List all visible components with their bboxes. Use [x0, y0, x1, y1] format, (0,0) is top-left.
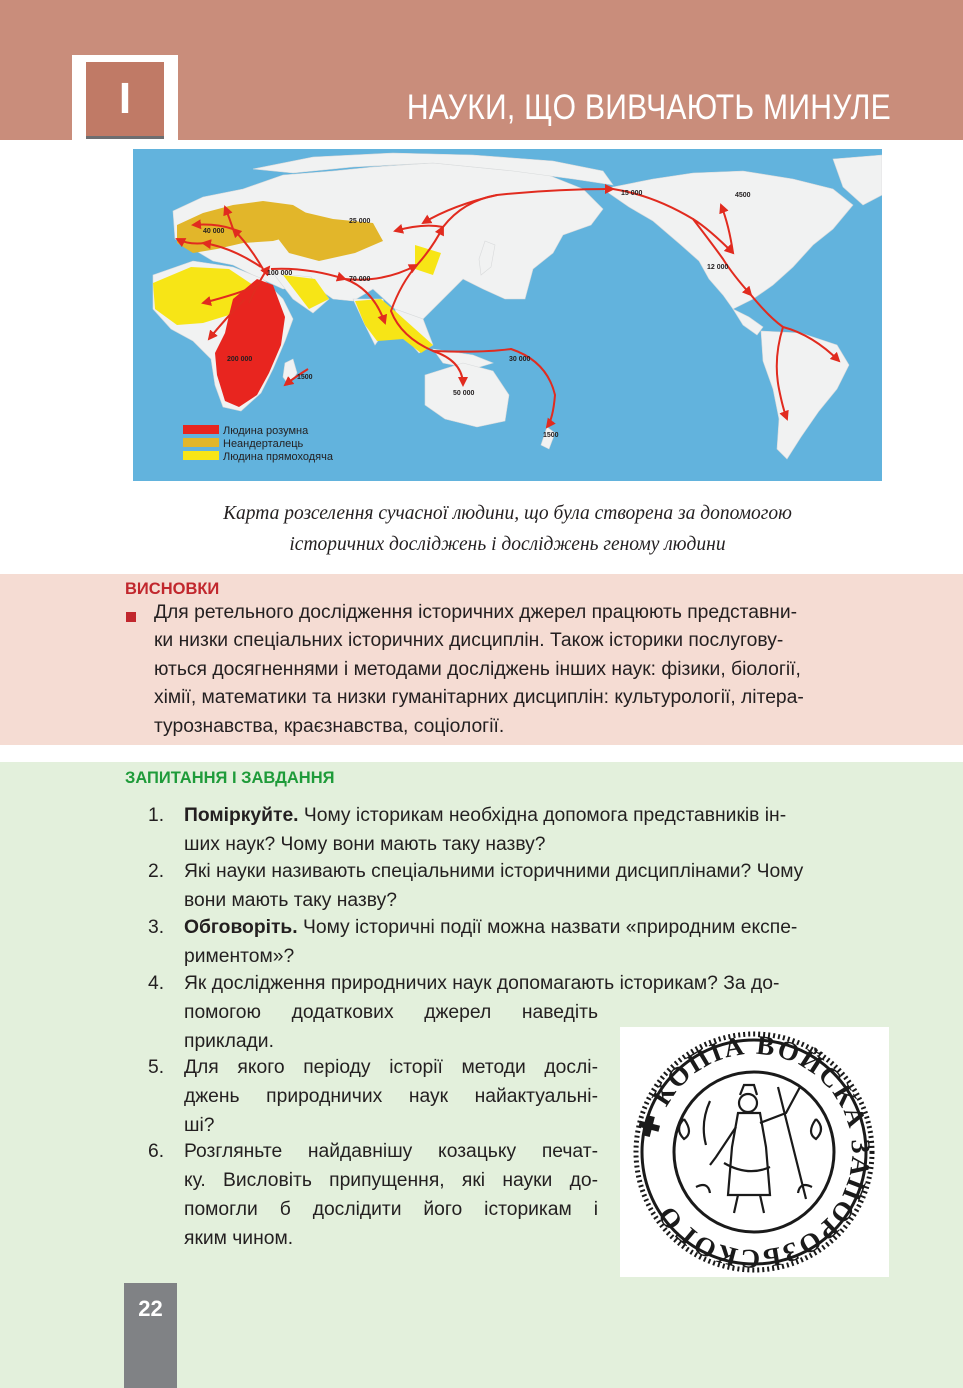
- legend-swatch-sapiens: [183, 425, 219, 434]
- legend-label: Неандерталець: [223, 438, 304, 450]
- conclusions-line: турознавства, краєзнавства, соціології.: [154, 715, 505, 737]
- legend-label: Людина прямоходяча: [223, 451, 333, 463]
- question-line: Які науки називають спеціальними історичними дисциплінами? Чому: [184, 861, 804, 882]
- conclusions-line: ки низки спеціальних історичних дисциплін. Також історики послугову-: [154, 630, 784, 652]
- question-line: ших наук? Чому вони мають таку назву?: [184, 834, 546, 855]
- question-line: вони мають таку назву?: [184, 890, 397, 911]
- question-lead: Поміркуйте.: [184, 805, 299, 826]
- question-line: Чому історикам необхідна допомога представників ін-: [298, 805, 787, 826]
- question-line: Розгляньте найдавнішу козацьку печат-: [184, 1141, 598, 1162]
- map-label: 1500: [543, 432, 559, 439]
- question-line: помогою додаткових джерел наведіть: [184, 1002, 598, 1023]
- questions-title: ЗАПИТАННЯ І ЗАВДАННЯ: [125, 769, 335, 787]
- bullet-icon: [126, 612, 136, 622]
- map-label: 25 000: [349, 218, 371, 225]
- map-label: 12 000: [707, 264, 729, 271]
- map-label: 100 000: [267, 270, 293, 277]
- question-number: 2.: [148, 861, 165, 882]
- legend-swatch-erectus: [183, 451, 219, 460]
- question-number: 6.: [148, 1141, 165, 1162]
- conclusions-line: хімії, математики та низки гуманітарних дисциплін: культурології, літера-: [154, 687, 804, 709]
- question-lead: Обговоріть.: [184, 917, 298, 938]
- cossack-seal-image: [620, 1027, 889, 1277]
- question-line: ші?: [184, 1115, 215, 1136]
- question-number: 1.: [148, 805, 165, 826]
- map-label: 50 000: [453, 390, 475, 397]
- chapter-number: I: [86, 62, 164, 139]
- legend-label: Людина розумна: [223, 425, 309, 437]
- page-title: НАУКИ, ЩО ВИВЧАЮТЬ МИНУЛЕ: [406, 88, 891, 127]
- map-label: 15 000: [621, 190, 643, 197]
- question-number: 5.: [148, 1057, 165, 1078]
- caption-line: Карта розселення сучасної людини, що була створена за допомогою: [223, 503, 792, 524]
- question-line: приклади.: [184, 1031, 274, 1052]
- map-label: 40 000: [203, 228, 225, 235]
- question-line: яким чином.: [184, 1228, 294, 1249]
- page-number: 22: [138, 1296, 163, 1321]
- map-label: 4500: [735, 192, 751, 199]
- question-number: 4.: [148, 973, 165, 994]
- question-line: Для якого періоду історії методи дослі-: [184, 1057, 598, 1078]
- caption-line: історичних досліджень і досліджень геному людини: [289, 534, 726, 555]
- map-label: 70 000: [349, 276, 371, 283]
- question-line: ку. Висловіть припущення, які науки до-: [184, 1170, 598, 1191]
- migration-map: [133, 149, 882, 481]
- conclusions-line: Для ретельного дослідження історичних джерел працюють представни-: [154, 602, 798, 623]
- conclusions-line: ються досягненнями і методами досліджень інших наук: фізики, біології,: [154, 658, 801, 680]
- question-line: джень природничих наук найактуальні-: [184, 1086, 598, 1107]
- question-line: Як дослідження природничих наук допомагають історикам? За до-: [184, 973, 780, 994]
- map-label: 1500: [297, 374, 313, 381]
- conclusions-text: [154, 599, 890, 741]
- question-line: помогли б дослідити його історикам і: [184, 1199, 598, 1220]
- question-line: Чому історичні події можна назвати «природним експе-: [297, 917, 798, 938]
- seal-inscription: ✚ КОПІА ВОЙСКА ЗАПОРОЗЬСКОГО: [632, 1029, 877, 1275]
- map-label: 200 000: [227, 356, 253, 363]
- question-number: 3.: [148, 917, 165, 938]
- conclusions-title: ВИСНОВКИ: [125, 580, 220, 598]
- legend-swatch-neanderthal: [183, 438, 219, 447]
- map-label: 30 000: [509, 356, 531, 363]
- question-line: риментом»?: [184, 946, 295, 967]
- map-caption: [133, 498, 882, 560]
